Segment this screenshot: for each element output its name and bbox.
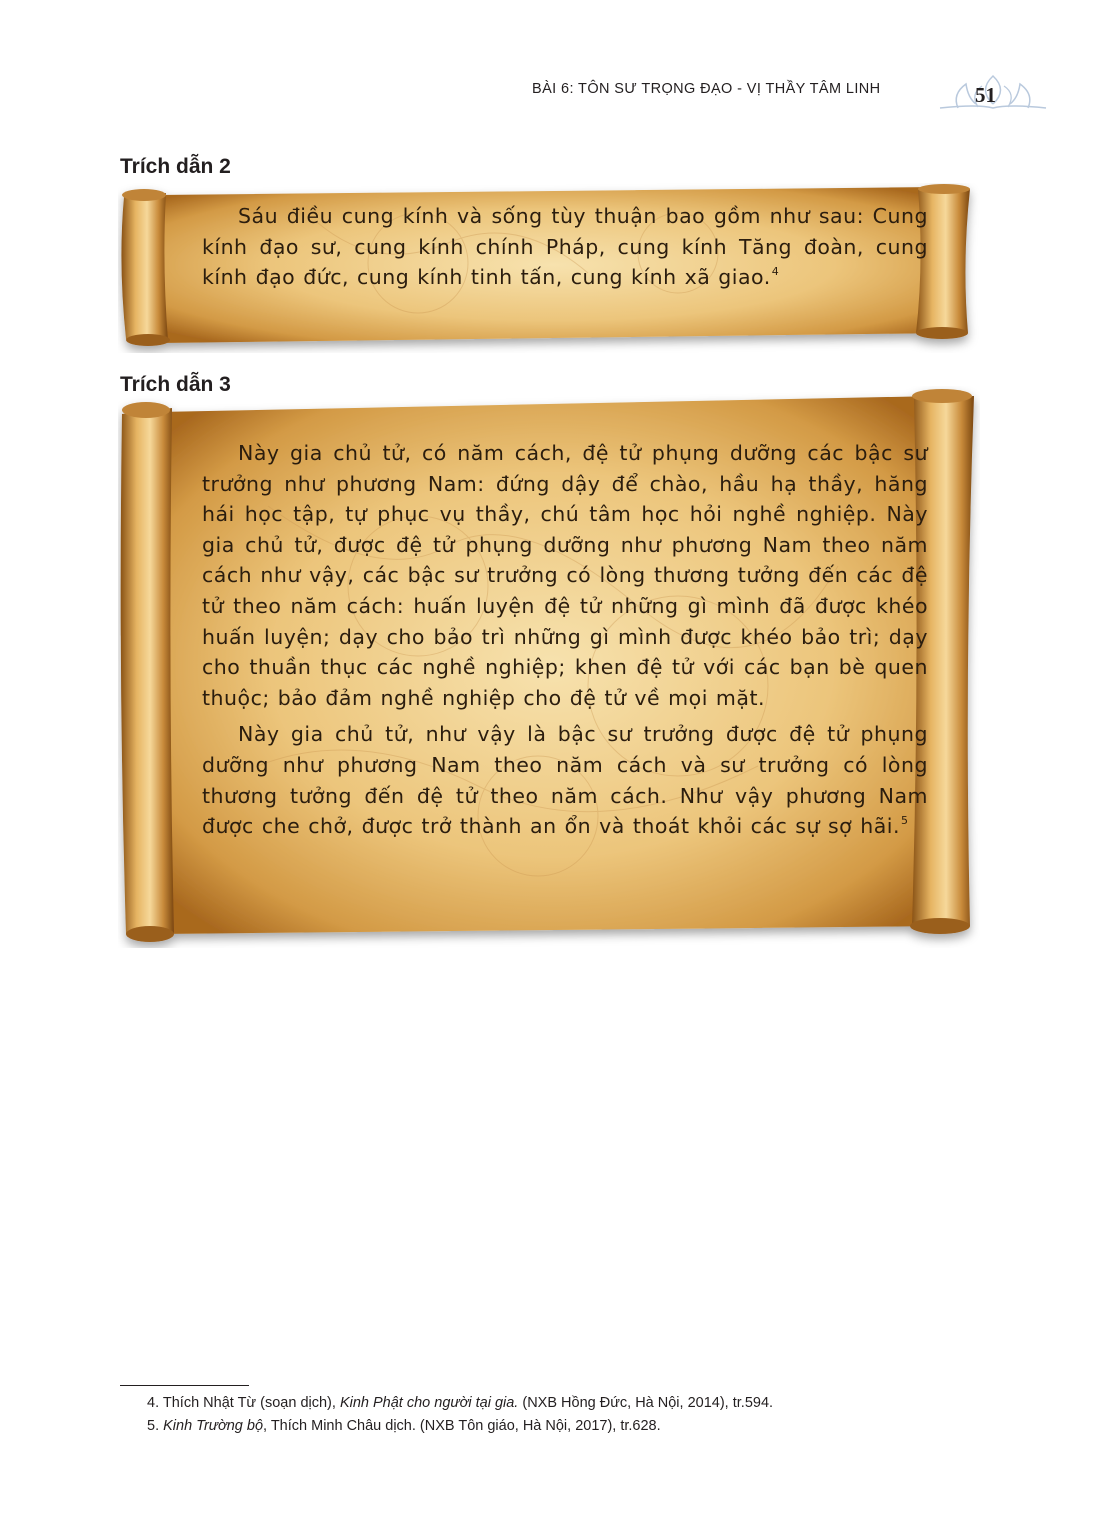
quote-3-heading: Trích dẫn 3 xyxy=(120,373,231,396)
footnote-ref: 4 xyxy=(771,265,780,279)
chapter-title: BÀI 6: TÔN SƯ TRỌNG ĐẠO - VỊ THẦY TÂM LINH xyxy=(532,81,881,97)
footnote-ref: 5 xyxy=(900,814,909,828)
page-number: 51 xyxy=(975,83,996,107)
running-header xyxy=(520,74,1050,114)
footnotes xyxy=(147,1392,1027,1438)
quote-3-scroll xyxy=(118,386,980,948)
quote-3-text xyxy=(202,438,928,842)
quote-paragraph: Này gia chủ tử, có năm cách, đệ tử phụng dưỡng các bậc sư trưởng như phương Nam: đứng dậy để chào, hầu hạ thầy, hăng hái học tập, tự phục vụ thầy, chú tâm học hỏi nghề nghiệp. Này gia chủ tử, được đệ tử phụng dưỡng như phương Nam theo năm cách như vậy, các bậc sư trưởng có lòng thương tưởng đến các đệ tử theo năm cách: huấn luyện đệ tử những gì mình đã được khéo huấn luyện; dạy cho bảo trì những gì mình được khéo bảo trì; dạy cho thuần thục các nghề nghiệp; khen đệ tử với các bạn bè quen thuộc; bảo đảm nghề nghiệp cho đệ tử về mọi mặt. xyxy=(202,441,928,710)
footnote-divider xyxy=(120,1385,249,1386)
quote-paragraph: Này gia chủ tử, như vậy là bậc sư trưởng được đệ tử phụng dưỡng như phương Nam theo năm cách và sư trưởng có lòng thương tưởng đến đệ tử theo năm cách. Như vậy phương Nam được che chở, được trở thành an ổn và thoát khỏi các sự sợ hãi.$^5$ xyxy=(202,722,928,839)
quote-2-scroll xyxy=(118,183,980,353)
footnote-4: 4. Thích Nhật Từ (soạn dịch), Kinh Phật cho người tại gia. (NXB Hồng Đức, Hà Nội, 2014), tr.594. xyxy=(147,1395,774,1411)
quote-paragraph: Sáu điều cung kính và sống tùy thuận bao gồm như sau: Cung kính đạo sư, cung kính chính Pháp, cung kính Tăng đoàn, cung kính đạo đức, cung kính tinh tấn, cung kính xã giao.$^4$ xyxy=(202,204,928,290)
quote-2-text xyxy=(202,201,928,293)
footnote-5: 5. Kinh Trường bộ, Thích Minh Châu dịch. (NXB Tôn giáo, Hà Nội, 2017), tr.628. xyxy=(147,1418,661,1434)
quote-2-heading: Trích dẫn 2 xyxy=(120,155,231,178)
